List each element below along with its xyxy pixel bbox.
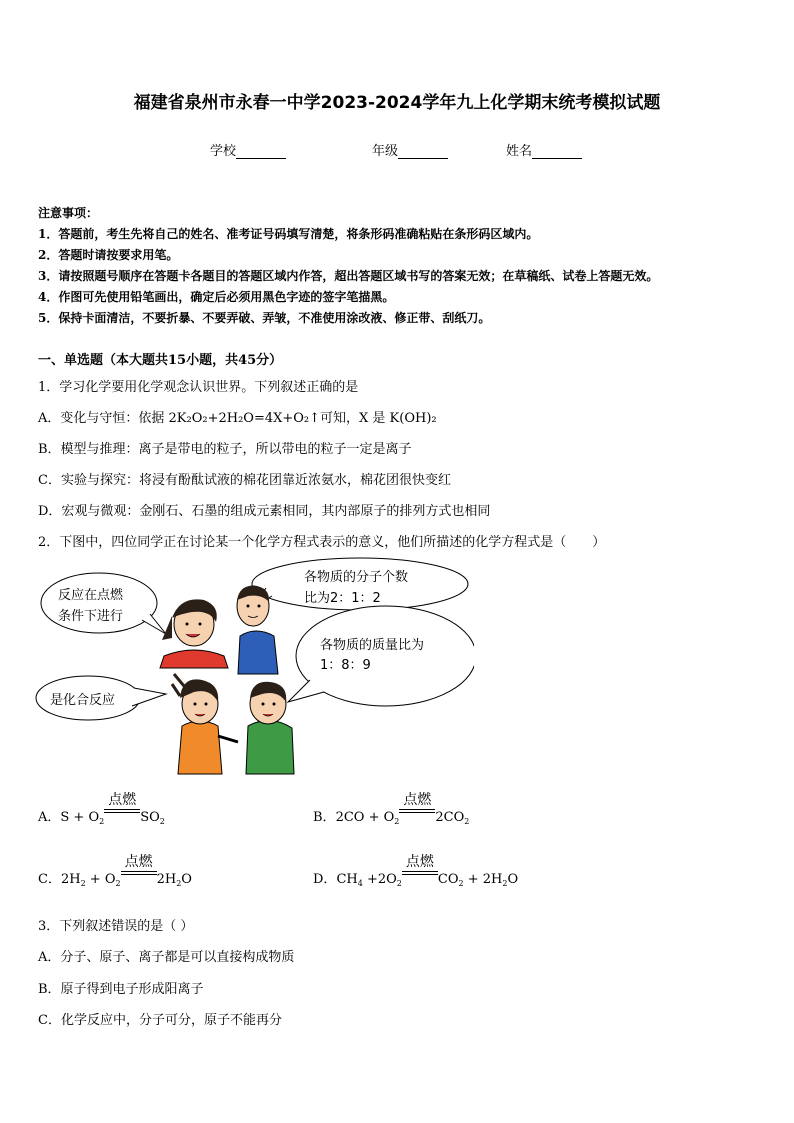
q2-c-right2: O [181, 872, 192, 887]
q2-b-label: B． [313, 810, 336, 825]
q2-option-b: B．$2CO + O_2$ 点燃 $2CO_2$ [313, 806, 469, 826]
q2-a-label: A． [38, 810, 61, 825]
q2-b-right: 2CO [435, 810, 465, 825]
condition-label: 点燃 [124, 854, 153, 870]
q2-option-a: A．$S + O_2$ 点燃 $SO_2$ [38, 806, 165, 826]
name-label: 姓名 [506, 144, 533, 159]
bubble-3-line-2: 1：8：9 [320, 658, 371, 673]
condition-label: 点燃 [403, 792, 432, 808]
reaction-arrow [402, 854, 438, 883]
question-2-stem: 2．下图中，四位同学正在讨论某一个化学方程式表示的意义，他们所描述的化学方程式是（ ） [38, 535, 606, 550]
grade-label: 年级 [372, 144, 399, 159]
q3-option-c: C．化学反应中，分子可分，原子不能再分 [38, 1013, 282, 1028]
school-field [210, 140, 286, 159]
q2-option-d: D．$CH_4 +2O_2$ 点燃 $CO_2 + 2H_2O$ [313, 868, 518, 888]
speech-bubble-1 [41, 573, 157, 633]
q1-option-b: B．模型与推理：离子是带电的粒子，所以带电的粒子一定是离子 [38, 442, 412, 457]
q2-c-label: C． [38, 872, 61, 887]
bubble-4-text: 是化合反应 [50, 693, 116, 708]
q2-d-right: CO [437, 872, 459, 887]
student-boy-green [246, 682, 294, 774]
bubble-1-line-1: 反应在点燃 [58, 588, 124, 603]
name-field [506, 140, 582, 159]
condition-label: 点燃 [108, 792, 137, 808]
q1-option-a: A．变化与守恒：依据 2K₂O₂+2H₂O=4X+O₂↑可知，X 是 K(OH)₂ [38, 411, 437, 426]
q2-a-left: S + O [60, 810, 100, 825]
q2-c-left: 2H [60, 872, 81, 887]
student-girl-red [160, 599, 228, 668]
q2-c-mid: + O [85, 872, 116, 887]
reaction-arrow [121, 854, 157, 883]
note-item: 4．作图可先使用铅笔画出，确定后必须用黑色字迹的签字笔描黑。 [38, 290, 395, 304]
q3-option-b: B．原子得到电子形成阳离子 [38, 982, 204, 997]
section-heading: 一、单选题（本大题共15小题，共45分） [38, 353, 283, 368]
q2-d-right2: + 2H [463, 872, 503, 887]
page-title: 福建省泉州市永春一中学2023-2024学年九上化学期末统考模拟试题 [133, 93, 661, 113]
question-1-stem: 1．学习化学要用化学观念认识世界。下列叙述正确的是 [38, 380, 359, 395]
school-blank [236, 145, 286, 159]
bubble-2-line-2: 比为2：1：2 [304, 591, 381, 606]
q2-d-label: D． [313, 872, 337, 887]
question-3-stem: 3．下列叙述错误的是（ ） [38, 919, 194, 934]
q2-d-right3: O [507, 872, 519, 887]
note-item: 2．答题时请按要求用笔。 [38, 248, 179, 262]
bubble-1-line-2: 条件下进行 [58, 609, 124, 624]
bubble-2-line-1: 各物质的分子个数 [304, 570, 409, 585]
grade-blank [398, 145, 448, 159]
grade-field [372, 140, 448, 159]
note-item: 3．请按照题号顺序在答题卡各题目的答题区域内作答，超出答题区域书写的答案无效；在草稿纸、试卷上答题无效。 [38, 269, 659, 283]
name-blank [532, 145, 582, 159]
student-girl-orange [172, 674, 238, 774]
q2-a-right: SO [140, 810, 160, 825]
school-label: 学校 [210, 144, 237, 159]
q1-option-d: D．宏观与微观：金刚石、石墨的组成元素相同，其内部原子的排列方式也相同 [38, 504, 491, 519]
q2-c-right: 2H [156, 872, 177, 887]
q1-option-c: C．实验与探究：将浸有酚酞试液的棉花团靠近浓氨水，棉花团很快变红 [38, 473, 451, 488]
reaction-arrow [104, 792, 140, 821]
reaction-arrow [399, 792, 435, 821]
discussion-illustration [34, 556, 474, 780]
q2-d-mid: +2O [362, 872, 397, 887]
note-item: 5．保持卡面清洁，不要折暴、不要弄破、弄皱，不准使用涂改液、修正带、刮纸刀。 [38, 311, 491, 325]
notes-heading: 注意事项： [38, 206, 99, 220]
condition-label: 点燃 [405, 854, 434, 870]
q2-d-left: CH [336, 872, 358, 887]
bubble-3-line-1: 各物质的质量比为 [320, 638, 425, 653]
note-item: 1．答题前，考生先将自己的姓名、准考证号码填写清楚，将条形码准确粘贴在条形码区域内。 [38, 227, 539, 241]
q2-option-c: C．$2H_2 + O_2$ 点燃 $2H_2O$ [38, 868, 192, 888]
q3-option-a: A．分子、原子、离子都是可以直接构成物质 [38, 950, 295, 965]
q2-b-left: 2CO + O [335, 810, 395, 825]
